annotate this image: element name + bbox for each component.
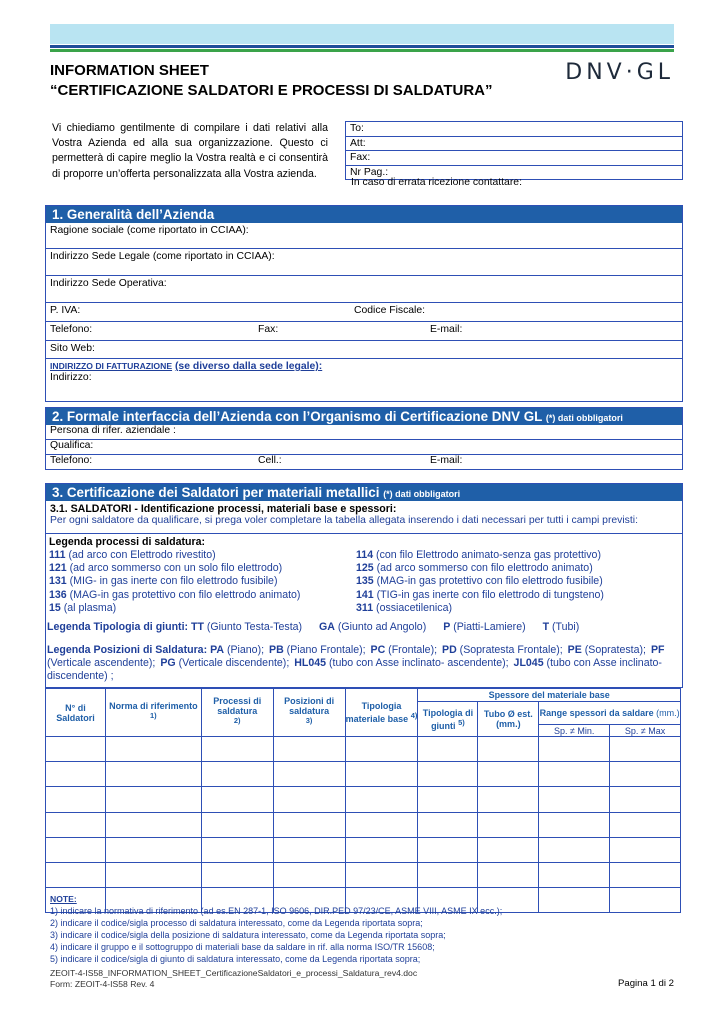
legend-item: P (Piatti-Lamiere) (443, 621, 526, 633)
header-stripe-green (50, 49, 674, 52)
process-legend-item: 114 (con filo Elettrodo animato-senza gas protettivo) (356, 549, 601, 561)
pages-field[interactable]: Nr Pag.: (350, 166, 389, 178)
table-cell[interactable] (345, 863, 418, 888)
footer (50, 968, 417, 990)
process-legend-item: 125 (ad arco sommerso con filo elettrodo animato) (356, 562, 593, 575)
joint-legend (47, 621, 593, 634)
legend-item: PA (Piano); (210, 644, 265, 656)
table-cell[interactable] (201, 762, 273, 787)
table-cell[interactable] (273, 863, 345, 888)
sede-legale-field[interactable]: Indirizzo Sede Legale (come riportato in CCIAA): (46, 249, 682, 276)
col-spessore-group: Spessore del materiale base (418, 689, 681, 702)
table-row (46, 787, 681, 813)
table-cell[interactable] (46, 838, 106, 863)
sito-web-field[interactable]: Sito Web: (46, 341, 682, 359)
header-band-light (50, 24, 674, 44)
legend-title: Legenda Posizioni di Saldatura: (47, 644, 211, 656)
section-3-title: 3. Certificazione dei Saldatori per materiali metallici (*) dati obbligatori (46, 484, 682, 501)
table-cell[interactable] (201, 863, 273, 888)
legend-item: HL045 (tubo con Asse inclinato- ascendente); (294, 657, 509, 670)
table-cell[interactable] (610, 737, 681, 762)
page-number: Pagina 1 di 2 (617, 978, 674, 989)
table-cell[interactable] (478, 863, 539, 888)
table-row (46, 762, 681, 787)
table-cell[interactable] (478, 762, 539, 787)
col-tipologia-materiale: Tipologia materiale base $^{4)}$ (345, 689, 418, 737)
table-cell[interactable] (105, 762, 201, 787)
col-n-saldatori: N° di Saldatori (46, 689, 106, 737)
table-cell[interactable] (418, 737, 478, 762)
table-cell[interactable] (105, 787, 201, 813)
notes-title: NOTE: (50, 894, 77, 904)
table-cell[interactable] (610, 762, 681, 787)
table-cell[interactable] (539, 813, 610, 838)
sede-operativa-field[interactable]: Indirizzo Sede Operativa: (46, 276, 682, 303)
note-item: 3) indicare il codice/sigla della posizione di saldatura interessato, come da Legenda riportata sopra; (50, 930, 446, 940)
process-legend-item: 135 (MAG-in gas protettivo con filo elettrodo fusibile) (356, 575, 603, 588)
legend-item: PE (Sopratesta); (567, 644, 646, 656)
table-cell[interactable] (345, 762, 418, 787)
table-cell[interactable] (610, 863, 681, 888)
note-item: 1) indicare la normativa di riferimento (ad es.EN 287-1, ISO 9606, DIR.PED 97/23/CE, ASME VIII, ASME IX ecc.); (50, 906, 503, 916)
process-legend-right (356, 549, 604, 615)
table-cell[interactable] (105, 838, 201, 863)
legend-title: Legenda Tipologia di giunti: (47, 621, 191, 633)
doc-title: INFORMATION SHEET (50, 62, 209, 79)
note-item: 4) indicare il gruppo e il sottogruppo di materiali base da saldare in rif. alla norma ISO/TR 15608; (50, 942, 435, 952)
error-contact-note: In caso di errata ricezione contattare: (351, 177, 522, 188)
intro-text: Vi chiediamo gentilmente di compilare i dati relativi alla Vostra Azienda ed alla sua organizzazione. Questo ci permetterà di capire meglio la Vostra realtà e ci consentirà di proporre un’offerta personalizzata alla Vostra azienda. (52, 122, 328, 180)
contacts-row[interactable] (46, 322, 682, 341)
table-cell[interactable] (46, 813, 106, 838)
billing-address-field[interactable] (46, 359, 682, 401)
section-interface (45, 407, 683, 470)
table-cell[interactable] (478, 787, 539, 813)
col-tipologia-giunti: Tipologia di giunti $^{5)}$ (418, 702, 478, 737)
table-cell[interactable] (273, 838, 345, 863)
process-legend-item: 111 (ad arco con Elettrodo rivestito) (49, 549, 216, 561)
doc-subtitle: “CERTIFICAZIONE SALDATORI E PROCESSI DI SALDATURA” (50, 82, 493, 99)
legend-item: PC (Frontale); (370, 644, 438, 656)
ragione-sociale-field[interactable]: Ragione sociale (come riportato in CCIAA): (46, 223, 682, 249)
legends (46, 534, 682, 686)
to-field[interactable]: To: (346, 122, 682, 137)
col-range: Range spessori da saldare (mm.) (539, 702, 681, 725)
table-cell[interactable] (610, 888, 681, 913)
legend-item: PG (Verticale discendente); (160, 657, 290, 670)
table-cell[interactable] (539, 888, 610, 913)
table-cell[interactable] (418, 787, 478, 813)
table-row (46, 813, 681, 838)
table-row (46, 863, 681, 888)
table-cell[interactable] (273, 737, 345, 762)
billing-note: (se diverso dalla sede legale): (174, 361, 323, 372)
process-legend-item: 136 (MAG-in gas protettivo con filo elettrodo animato) (49, 588, 301, 601)
piva-label: P. IVA: (50, 305, 81, 316)
dnv-gl-logo: DNV·GL (565, 60, 674, 85)
table-cell[interactable] (273, 762, 345, 787)
contacts-row-2[interactable] (46, 455, 682, 469)
table-cell[interactable] (539, 863, 610, 888)
process-legend-item: 311 (ossiacetilenica) (356, 601, 452, 614)
position-legend (47, 644, 677, 684)
table-cell[interactable] (539, 762, 610, 787)
subsection-3-1: 3.1. SALDATORI - Identificazione processi, materiali base e spessori: Per ogni saldatore da qualificare, si prega voler completare la tabella allegata inserendo i dati necessari per tutti i campi previsti: (46, 501, 682, 534)
legend-item: GA (Giunto ad Angolo) (319, 621, 427, 633)
email-label: E-mail: (430, 324, 463, 335)
table-cell[interactable] (105, 863, 201, 888)
table-cell[interactable] (201, 838, 273, 863)
section-1-title: 1. Generalità dell’Azienda (46, 206, 682, 223)
table-cell[interactable] (418, 813, 478, 838)
table-cell[interactable] (345, 787, 418, 813)
qualifica-field[interactable]: Qualifica: (46, 440, 682, 455)
table-cell[interactable] (418, 863, 478, 888)
process-legend-item: 141 (TIG-in gas inerte con filo elettrodo di tungsteno) (356, 588, 604, 601)
col-max: Sp. ≠ Max (610, 725, 681, 737)
persona-field[interactable]: Persona di rifer. aziendale : (46, 425, 682, 440)
table-cell[interactable] (418, 838, 478, 863)
process-legend-item: 15 (al plasma) (49, 601, 117, 614)
table-cell[interactable] (201, 813, 273, 838)
process-legend-left (49, 549, 300, 615)
table-cell[interactable] (201, 737, 273, 762)
telefono-label: Telefono: (50, 324, 93, 335)
table-cell[interactable] (273, 787, 345, 813)
table-cell[interactable] (46, 737, 106, 762)
table-cell[interactable] (610, 787, 681, 813)
table-cell[interactable] (610, 838, 681, 863)
section-company (45, 205, 683, 402)
telefono-label-2: Telefono: (50, 455, 93, 466)
cell-label: Cell.: (258, 455, 282, 466)
table-row (46, 737, 681, 762)
legend-item: T (Tubi) (542, 621, 580, 633)
table-cell[interactable] (539, 737, 610, 762)
table-cell[interactable] (345, 737, 418, 762)
fax-label: Fax: (258, 324, 279, 335)
col-norma: Norma di riferimento $^{1)}$ (105, 689, 201, 737)
billing-address-label: Indirizzo: (50, 372, 92, 383)
table-cell[interactable] (46, 863, 106, 888)
legend-item: JL045 (tubo con Asse inclinato- discendente) ; (47, 657, 662, 683)
legend-item: PD (Sopratesta Frontale); (442, 644, 563, 656)
footer-filename: ZEOIT-4-IS58_INFORMATION_SHEET_CertificazioneSaldatori_e_processi_Saldatura_rev4.doc (50, 968, 418, 978)
legend-item: PF (Verticale ascendente); (47, 644, 665, 670)
table-cell[interactable] (105, 737, 201, 762)
note-item: 2) indicare il codice/sigla processo di saldatura interessato, come da Legenda riportata sopra; (50, 918, 423, 928)
process-legend-item: 131 (MIG- in gas inerte con filo elettrodo fusibile) (49, 575, 278, 588)
header-stripe-blue (50, 45, 674, 48)
fax-field[interactable]: Fax: (346, 151, 682, 166)
table-cell[interactable] (610, 813, 681, 838)
table-cell[interactable] (46, 787, 106, 813)
notes (50, 893, 502, 965)
process-legend-item: 121 (ad arco sommerso con un solo filo elettrodo) (49, 562, 283, 575)
table-cell[interactable] (345, 813, 418, 838)
table-cell[interactable] (46, 762, 106, 787)
legend-item: PB (Piano Frontale); (269, 644, 366, 656)
table-row (46, 838, 681, 863)
col-posizioni: Posizioni di saldatura $^{3)}$ (273, 689, 345, 737)
table-cell[interactable] (539, 787, 610, 813)
table-cell[interactable] (478, 813, 539, 838)
table-cell[interactable] (273, 813, 345, 838)
col-processi: Processi di saldatura $^{2)}$ (201, 689, 273, 737)
att-field[interactable]: Att: (346, 137, 682, 152)
billing-title: INDIRIZZO DI FATTURAZIONE (50, 361, 173, 371)
email-label-2: E-mail: (430, 455, 463, 466)
table-cell[interactable] (478, 838, 539, 863)
recipient-box (345, 121, 683, 180)
note-item: 5) indicare il codice/sigla di giunto di saldatura interessato, come da Legenda riportata sopra; (50, 954, 421, 964)
process-legend-title: Legenda processi di saldatura: (49, 536, 206, 548)
col-tubo: Tubo Ø est. (mm.) (478, 702, 539, 737)
piva-cf-row[interactable] (46, 303, 682, 322)
legend-item: TT (Giunto Testa-Testa) (191, 621, 303, 633)
section-2-title: 2. Formale interfaccia dell’Azienda con l’Organismo di Certificazione DNV GL (*) dati obbligatori (46, 408, 682, 425)
table-cell[interactable] (539, 838, 610, 863)
welder-table (45, 688, 681, 913)
col-min: Sp. ≠ Min. (539, 725, 610, 737)
section-welders (45, 483, 683, 688)
table-cell[interactable] (478, 737, 539, 762)
table-cell[interactable] (418, 762, 478, 787)
footer-form: Form: ZEOIT-4-IS58 Rev. 4 (50, 979, 155, 989)
table-cell[interactable] (201, 787, 273, 813)
table-cell[interactable] (105, 813, 201, 838)
cf-label: Codice Fiscale: (354, 305, 426, 316)
table-cell[interactable] (345, 838, 418, 863)
